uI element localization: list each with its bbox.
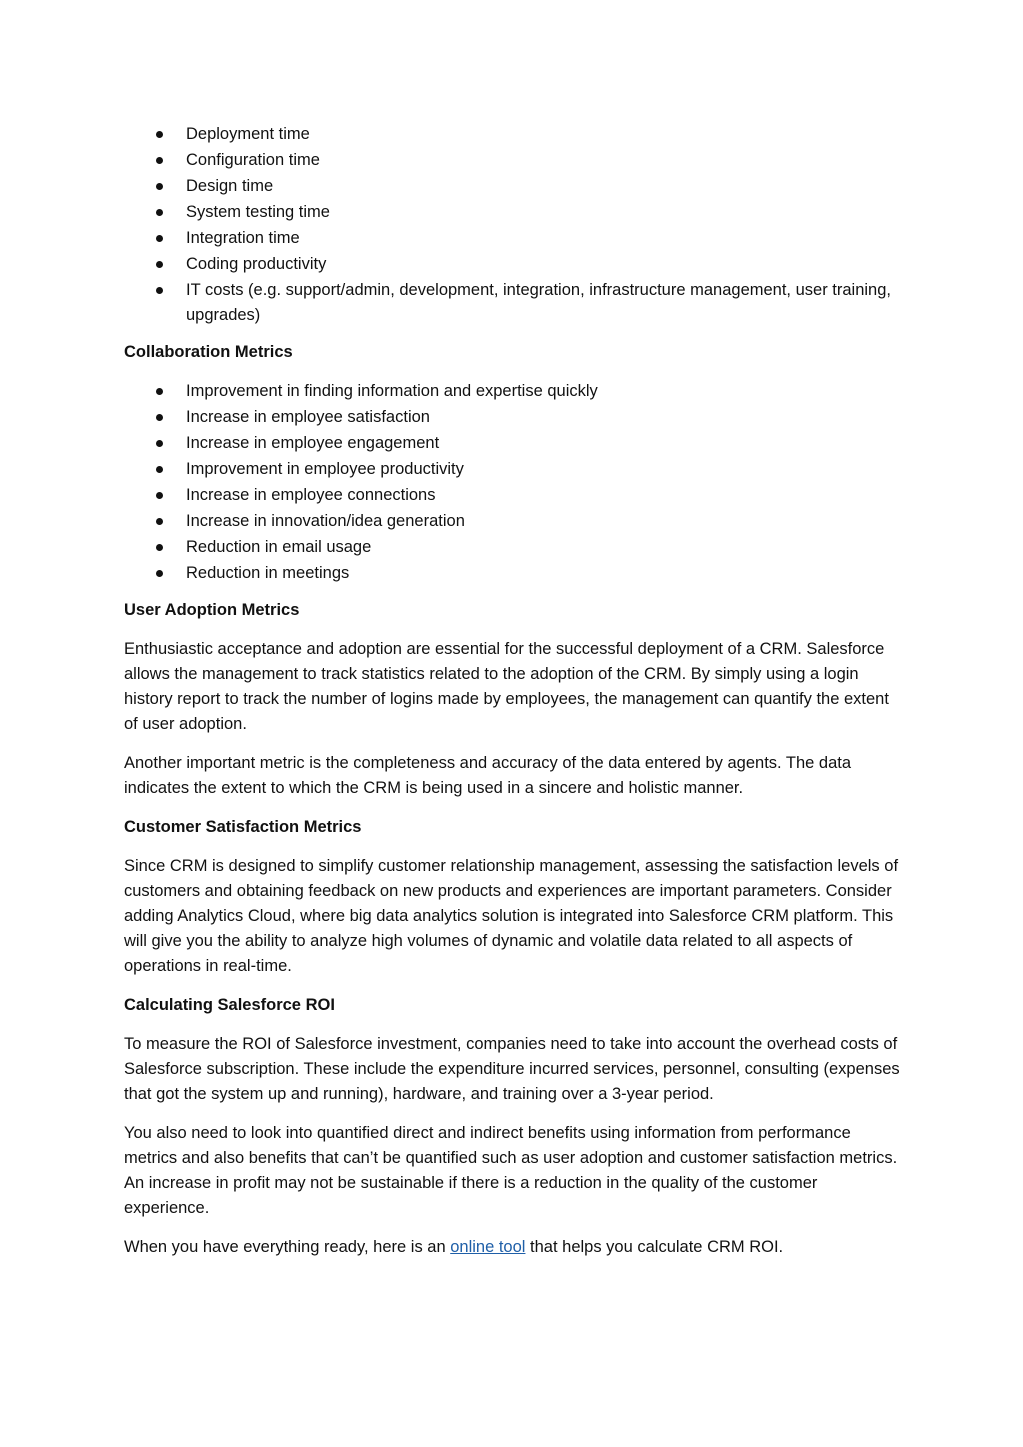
list-item: Increase in innovation/idea generation <box>124 509 904 534</box>
online-tool-link[interactable]: online tool <box>450 1238 526 1256</box>
list-item: Reduction in meetings <box>124 561 904 586</box>
bullet-icon <box>156 261 163 268</box>
roi-final-prefix: When you have everything ready, here is an <box>124 1238 451 1256</box>
list-item: Deployment time <box>124 122 904 147</box>
collaboration-metrics-heading: Collaboration Metrics <box>124 343 293 361</box>
list-item: Coding productivity <box>124 252 904 277</box>
list-item: Reduction in email usage <box>124 535 904 560</box>
list-item: Integration time <box>124 226 904 251</box>
bullet-icon <box>156 287 163 294</box>
roi-paragraph: You also need to look into quantified direct and indirect benefits using information from performance metrics and also benefits that can’t be quantified such as user adoption and customer satisfaction metrics. An increase in profit may not be sustainable if there is a reduction in the quality of the customer experience. <box>124 1124 898 1217</box>
list-item: Increase in employee engagement <box>124 431 904 456</box>
list-item: Improvement in employee productivity <box>124 457 904 482</box>
bullet-icon <box>156 157 163 164</box>
development-metrics-list <box>124 122 904 328</box>
bullet-icon <box>156 570 163 577</box>
bullet-icon <box>156 492 163 499</box>
bullet-icon <box>156 544 163 551</box>
list-item: System testing time <box>124 200 904 225</box>
user-adoption-metrics-heading: User Adoption Metrics <box>124 601 300 619</box>
list-item: Increase in employee satisfaction <box>124 405 904 430</box>
bullet-icon <box>156 235 163 242</box>
bullet-icon <box>156 440 163 447</box>
list-item: Increase in employee connections <box>124 483 904 508</box>
bullet-icon <box>156 518 163 525</box>
collaboration-metrics-list <box>124 379 904 586</box>
user-adoption-paragraph: Enthusiastic acceptance and adoption are essential for the successful deployment of a CRM. Salesforce allows the management to track statistics related to the adoption of the CRM. By simply using a login history report to track the number of logins made by employees, the management can quantify the extent of user adoption. <box>124 640 889 733</box>
bullet-icon <box>156 209 163 216</box>
roi-final-suffix: that helps you calculate CRM ROI. <box>525 1238 784 1256</box>
user-adoption-paragraph: Another important metric is the completeness and accuracy of the data entered by agents. The data indicates the extent to which the CRM is being used in a sincere and holistic manner. <box>124 754 852 797</box>
list-item: IT costs (e.g. support/admin, development, integration, infrastructure management, user training, upgrades) <box>124 278 904 328</box>
calculating-roi-heading: Calculating Salesforce ROI <box>124 996 335 1014</box>
customer-satisfaction-paragraph: Since CRM is designed to simplify customer relationship management, assessing the satisfaction levels of customers and obtaining feedback on new products and experiences are important parameters. Consider adding Analytics Cloud, where big data analytics solution is integrated into Salesforce CRM platform. This will give you the ability to analyze high volumes of dynamic and volatile data related to all aspects of operations in real-time. <box>124 857 899 975</box>
roi-final-paragraph <box>124 1235 904 1260</box>
bullet-icon <box>156 414 163 421</box>
bullet-icon <box>156 131 163 138</box>
list-item: Improvement in finding information and expertise quickly <box>124 379 904 404</box>
list-item: Design time <box>124 174 904 199</box>
list-item: Configuration time <box>124 148 904 173</box>
bullet-icon <box>156 466 163 473</box>
bullet-icon <box>156 183 163 190</box>
document-page <box>124 122 904 1274</box>
roi-paragraph: To measure the ROI of Salesforce investment, companies need to take into account the overhead costs of Salesforce subscription. These include the expenditure incurred services, personnel, consulting (expenses that got the system up and running), hardware, and training over a 3-year period. <box>124 1035 900 1103</box>
bullet-icon <box>156 388 163 395</box>
customer-satisfaction-metrics-heading: Customer Satisfaction Metrics <box>124 818 362 836</box>
